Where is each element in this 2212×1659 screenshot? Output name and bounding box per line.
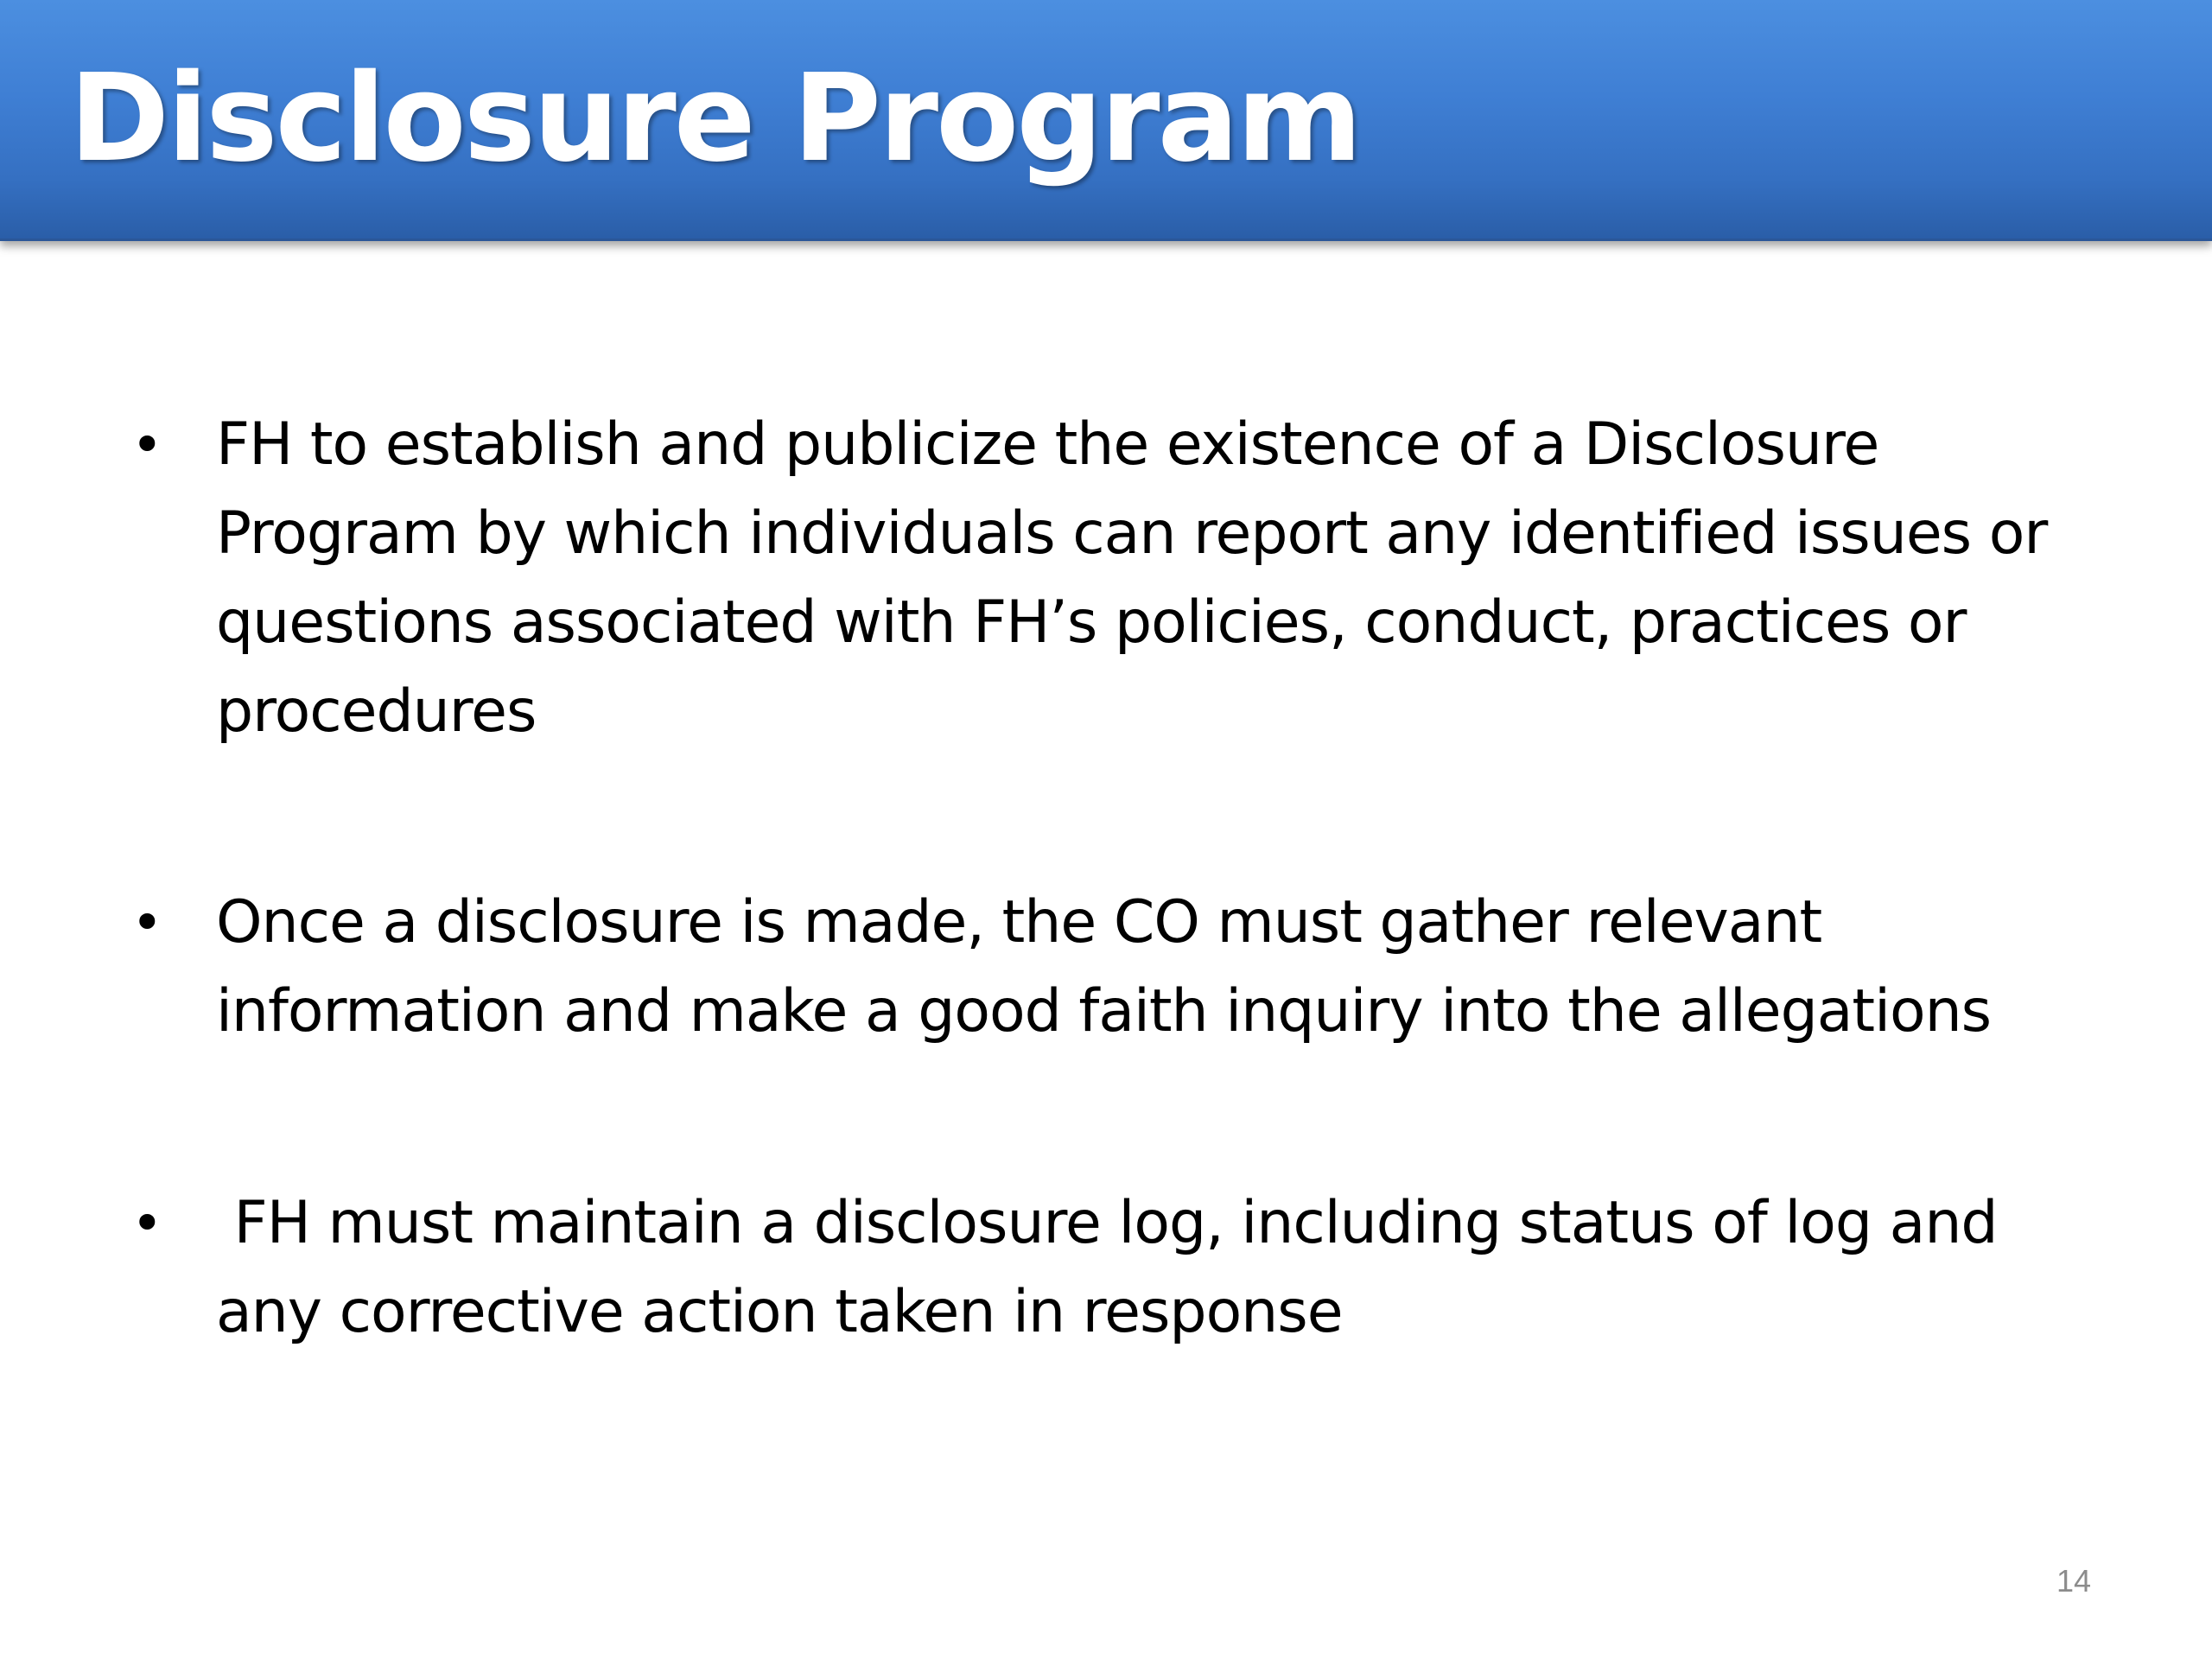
bullet-marker: • [131, 413, 162, 476]
bullet-text: FH to establish and publicize the existence of a Disclosure Program by which individuals can report any identified issues or questions associated with FH’s policies, conduct, practices or procedures [216, 410, 2048, 746]
bullet-marker: • [131, 1192, 162, 1255]
bullet-marker: • [131, 891, 162, 954]
title-bar [0, 0, 2212, 241]
bullet-item [131, 400, 2117, 756]
page-number: 14 [2056, 1563, 2091, 1599]
bullet-text: FH must maintain a disclosure log, including status of log and any corrective action taken in response [216, 1189, 2016, 1346]
slide-title: Disclosure Program [69, 48, 1360, 189]
bullet-item [131, 878, 2117, 1056]
bullet-text: Once a disclosure is made, the CO must gather relevant information and make a good faith inquiry into the allegations [216, 888, 1992, 1046]
bullet-item [131, 1179, 2117, 1357]
